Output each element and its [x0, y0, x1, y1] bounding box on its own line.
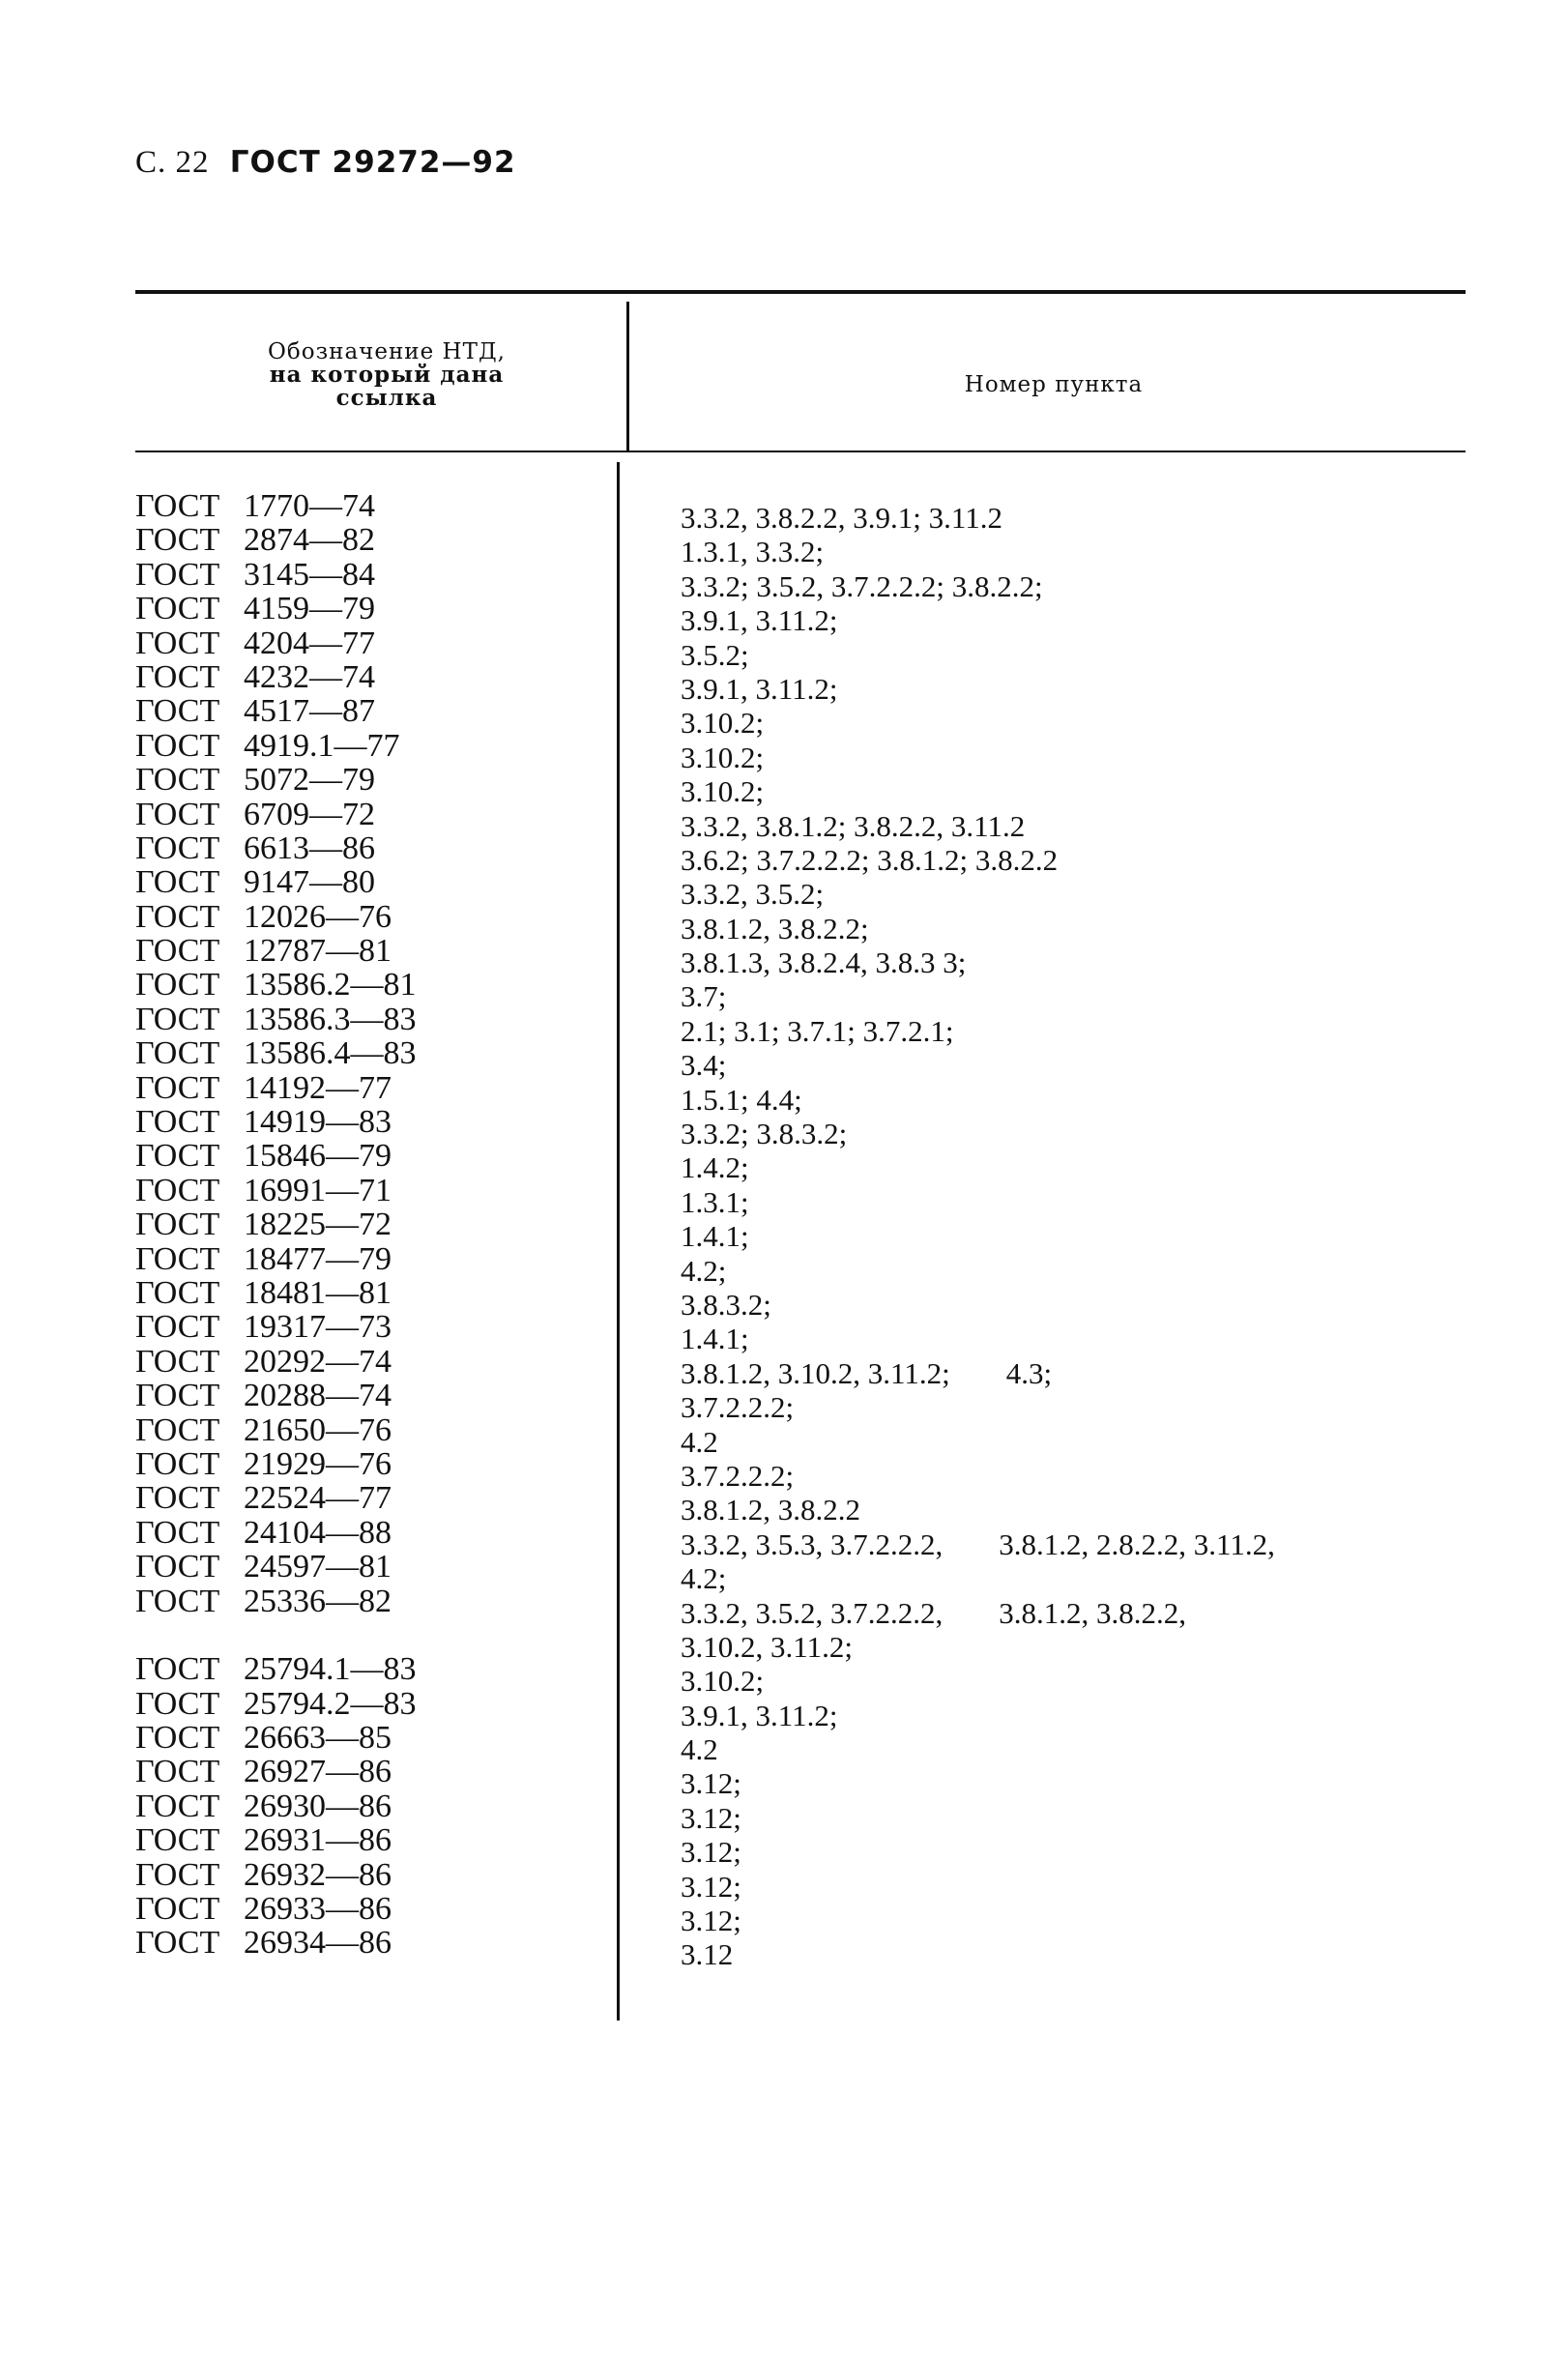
clause-reference: 3.7.2.2.2;: [681, 1458, 795, 1493]
document-prefix: ГОСТ: [135, 727, 220, 764]
document-number: 21650—76: [244, 1411, 392, 1448]
table-row-document: [135, 1652, 417, 1686]
clause-reference: 3.8.1.3, 3.8.2.4, 3.8.3 3;: [681, 945, 967, 980]
clause-reference-extra: 3.8.1.2, 2.8.2.2, 3.11.2,: [999, 1526, 1275, 1561]
table-row-clause: [681, 1459, 1275, 1493]
table-row-document: [135, 968, 417, 1002]
document-number: 6709—72: [244, 796, 375, 832]
table-row-clause: [681, 809, 1275, 843]
document-number: 26927—86: [244, 1754, 392, 1790]
clause-reference: 3.12;: [681, 1904, 741, 1938]
table-row-clause: [681, 1904, 1275, 1937]
document-number: 18477—79: [244, 1240, 392, 1277]
page-header: [135, 145, 516, 181]
document-prefix: ГОСТ: [135, 488, 220, 524]
document-prefix: ГОСТ: [135, 1514, 220, 1551]
clause-reference: 3.12;: [681, 1869, 741, 1904]
document-number: 12787—81: [244, 933, 392, 970]
document-prefix: ГОСТ: [135, 1240, 220, 1277]
document-prefix: ГОСТ: [135, 967, 220, 1003]
document-prefix: ГОСТ: [135, 864, 220, 901]
clause-reference: 3.7.2.2.2;: [681, 1390, 795, 1425]
table-row-document: [135, 729, 417, 763]
document-prefix: ГОСТ: [135, 1343, 220, 1380]
table-row-document: [135, 1721, 417, 1755]
clause-reference: 3.3.2, 3.8.2.2, 3.9.1; 3.11.2: [681, 501, 1002, 535]
table-row-document: [135, 489, 417, 523]
table-row-clause: [681, 877, 1275, 911]
table-row-clause: [681, 501, 1275, 535]
document-number: 20292—74: [244, 1343, 392, 1380]
document-prefix: ГОСТ: [135, 658, 220, 695]
clause-reference: 1.4.2;: [681, 1150, 749, 1185]
table-row-document: [135, 1892, 417, 1926]
table-row-clause: [681, 1766, 1275, 1800]
table-row-document: [135, 1345, 417, 1379]
page-number: С. 22: [135, 145, 210, 180]
document-prefix: ГОСТ: [135, 1411, 220, 1448]
table-row-document: [135, 1516, 417, 1550]
clause-reference-extra: 3.8.1.2, 3.8.2.2,: [999, 1595, 1186, 1630]
document-prefix: ГОСТ: [135, 1891, 220, 1928]
document-number: 15846—79: [244, 1138, 392, 1175]
document-number: 13586.4—83: [244, 1035, 417, 1072]
table-row-document: [135, 1310, 417, 1344]
table-row-clause: [681, 774, 1275, 808]
clause-reference: 3.9.1, 3.11.2;: [681, 671, 838, 706]
column-header-document-line: Обозначение НТД,: [268, 339, 506, 364]
document-prefix: ГОСТ: [135, 1754, 220, 1790]
document-number: 6613—86: [244, 829, 375, 866]
clause-reference-extra: 4.3;: [1005, 1355, 1053, 1390]
clause-reference: 1.4.1;: [681, 1322, 749, 1356]
clause-reference: 3.3.2; 3.8.3.2;: [681, 1117, 848, 1151]
document-number: 26930—86: [244, 1788, 392, 1824]
document-prefix: ГОСТ: [135, 1856, 220, 1893]
table-row-clause: [681, 1835, 1275, 1869]
table-column-divider: [617, 462, 620, 2021]
document-number: 25794.2—83: [244, 1685, 417, 1722]
table-row-document: [135, 1036, 417, 1070]
table-row-document: [135, 592, 417, 625]
clause-reference: 4.2;: [681, 1253, 727, 1288]
document-number: 13586.3—83: [244, 1001, 417, 1037]
document-number: 14192—77: [244, 1069, 392, 1106]
table-row-document: [135, 1858, 417, 1892]
document-prefix: ГОСТ: [135, 1207, 220, 1243]
table-row-clause: [681, 1083, 1275, 1117]
document-number: 2874—82: [244, 522, 375, 559]
table-row-clause: [681, 1150, 1275, 1184]
table-row-document: [135, 1071, 417, 1105]
table-row-clause: [681, 1048, 1275, 1082]
table-row-document: [135, 1447, 417, 1481]
document-prefix: ГОСТ: [135, 1069, 220, 1106]
document-prefix: ГОСТ: [135, 1651, 220, 1688]
document-prefix: ГОСТ: [135, 1172, 220, 1208]
document-prefix: ГОСТ: [135, 1925, 220, 1962]
column-header-document-line: ссылка: [335, 385, 438, 411]
table-row-document: [135, 1003, 417, 1036]
table-row-document: [135, 1481, 417, 1515]
clause-reference: 4.2: [681, 1732, 718, 1767]
clause-reference: 3.5.2;: [681, 637, 749, 672]
clause-reference: 3.10.2;: [681, 774, 765, 809]
table-row-clause: [681, 1425, 1275, 1459]
document-number: 25794.1—83: [244, 1651, 417, 1688]
clause-reference: 4.2;: [681, 1561, 727, 1596]
table-row-document: [135, 1174, 417, 1207]
clause-reference: 3.12;: [681, 1766, 741, 1801]
clause-reference: 3.9.1, 3.11.2;: [681, 1698, 838, 1732]
table-row-document: [135, 558, 417, 592]
table-row-clause: [681, 569, 1275, 603]
document-number: 14919—83: [244, 1104, 392, 1141]
standard-title: ГОСТ 29272—92: [229, 145, 516, 180]
document-prefix: ГОСТ: [135, 933, 220, 970]
document-number: 26932—86: [244, 1856, 392, 1893]
clause-reference: 3.3.2; 3.5.2, 3.7.2.2.2; 3.8.2.2;: [681, 568, 1043, 603]
table-row-clause: [681, 945, 1275, 979]
document-number: 26934—86: [244, 1925, 392, 1962]
table-row-clause: [681, 1937, 1275, 1971]
table-row-clause: [681, 1699, 1275, 1732]
clause-reference: 3.10.2;: [681, 1664, 765, 1699]
clause-reference: 3.10.2;: [681, 740, 765, 774]
document-number: 21929—76: [244, 1445, 392, 1482]
clause-reference: 2.1; 3.1; 3.7.1; 3.7.2.1;: [681, 1013, 954, 1048]
document-prefix: ГОСТ: [135, 693, 220, 730]
document-number: 25336—82: [244, 1583, 392, 1619]
table-row-document: [135, 1413, 417, 1447]
document-prefix: ГОСТ: [135, 1378, 220, 1414]
document-prefix: ГОСТ: [135, 762, 220, 799]
document-number: 24597—81: [244, 1549, 392, 1585]
clause-reference: 3.10.2;: [681, 706, 765, 741]
document-number: 4159—79: [244, 591, 375, 627]
table-row-document: [135, 1139, 417, 1173]
table-row-clause: [681, 1219, 1275, 1253]
table-row-clause: [681, 741, 1275, 774]
document-prefix: ГОСТ: [135, 1035, 220, 1072]
clause-reference: 1.3.1;: [681, 1184, 749, 1219]
document-number: 1770—74: [244, 488, 375, 524]
document-prefix: ГОСТ: [135, 1445, 220, 1482]
document-prefix: ГОСТ: [135, 829, 220, 866]
table-row-clause: [681, 638, 1275, 672]
table-row-clause: [681, 1870, 1275, 1904]
table-row-document: [135, 523, 417, 557]
table-header-divider: [626, 302, 629, 452]
clause-reference: 3.8.1.2, 3.8.2.2;: [681, 911, 869, 945]
document-number: 24104—88: [244, 1514, 392, 1551]
clause-reference: 1.4.1;: [681, 1219, 749, 1254]
table-row-clause: [681, 1596, 1275, 1630]
table-row-document: [135, 1379, 417, 1412]
table-row-clause: [681, 535, 1275, 568]
table-row-clause: [681, 603, 1275, 637]
table-row-clause: [681, 979, 1275, 1013]
document-prefix: ГОСТ: [135, 1001, 220, 1037]
table-row-document: [135, 831, 417, 865]
document-prefix: ГОСТ: [135, 625, 220, 661]
document-number: 4517—87: [244, 693, 375, 730]
document-prefix: ГОСТ: [135, 1788, 220, 1824]
document-prefix: ГОСТ: [135, 796, 220, 832]
table-row-clause: [681, 1390, 1275, 1424]
document-prefix: ГОСТ: [135, 1685, 220, 1722]
table-row-clause: [681, 1493, 1275, 1526]
table-row-document: [135, 1207, 417, 1241]
document-prefix: ГОСТ: [135, 556, 220, 593]
table-row-document: [135, 1242, 417, 1276]
document-prefix: ГОСТ: [135, 1583, 220, 1619]
document-number: 18225—72: [244, 1207, 392, 1243]
table-row-document: [135, 1550, 417, 1584]
clause-reference: 3.7;: [681, 979, 727, 1014]
document-number: 9147—80: [244, 864, 375, 901]
table-row-clause: [681, 1254, 1275, 1288]
clause-reference: 3.12;: [681, 1835, 741, 1870]
clause-reference: 4.2: [681, 1424, 718, 1459]
document-prefix: ГОСТ: [135, 1480, 220, 1517]
document-number: 4232—74: [244, 658, 375, 695]
clause-reference: 1.3.1, 3.3.2;: [681, 535, 825, 569]
table-row-document: [135, 1585, 417, 1618]
clause-reference: 3.12;: [681, 1800, 741, 1835]
clause-reference: 3.8.1.2, 3.10.2, 3.11.2;: [681, 1355, 950, 1390]
document-number: 22524—77: [244, 1480, 392, 1517]
table-row-clause: [681, 1014, 1275, 1048]
document-prefix: ГОСТ: [135, 898, 220, 935]
table-row-document: [135, 1789, 417, 1823]
document-number: 19317—73: [244, 1309, 392, 1346]
table-row-document: [135, 934, 417, 968]
table-row-clause: [681, 1664, 1275, 1698]
table-row-clause: [681, 1322, 1275, 1355]
document-prefix: ГОСТ: [135, 591, 220, 627]
table-row-clause: [681, 843, 1275, 877]
column-header-document: [184, 340, 590, 410]
document-prefix: ГОСТ: [135, 1104, 220, 1141]
clause-reference: 3.6.2; 3.7.2.2.2; 3.8.1.2; 3.8.2.2: [681, 842, 1059, 877]
document-number: 26663—85: [244, 1720, 392, 1757]
table-row-document: [135, 626, 417, 660]
document-number: 4204—77: [244, 625, 375, 661]
table-row-document: [135, 1755, 417, 1788]
table-row-document: [135, 694, 417, 728]
table-row-document: [135, 1687, 417, 1721]
clause-column: [681, 501, 1275, 1972]
table-row-document: [135, 660, 417, 694]
clause-reference: 1.5.1; 4.4;: [681, 1082, 802, 1117]
table-row-document: [135, 1926, 417, 1960]
column-header-document-line: на который дана: [269, 362, 505, 388]
clause-reference: 3.3.2, 3.8.1.2; 3.8.2.2, 3.11.2: [681, 808, 1026, 843]
clause-reference: 3.10.2, 3.11.2;: [681, 1629, 853, 1664]
document-number: 26931—86: [244, 1822, 392, 1859]
clause-reference: 3.12: [681, 1937, 734, 1972]
table-row-document: [135, 1276, 417, 1310]
document-number: 18481—81: [244, 1274, 392, 1311]
clause-reference: 3.3.2, 3.5.2, 3.7.2.2.2,: [681, 1595, 944, 1630]
document-number: 26933—86: [244, 1891, 392, 1928]
table-header-bottom-rule: [135, 451, 1466, 452]
document-prefix: ГОСТ: [135, 1549, 220, 1585]
table-row-clause: [681, 1356, 1275, 1390]
table-row-clause: [681, 1185, 1275, 1219]
table-row-clause: [681, 706, 1275, 740]
document-number: 12026—76: [244, 898, 392, 935]
table-row-document: [135, 763, 417, 797]
document-column: [135, 489, 417, 1961]
table-row-clause: [681, 1630, 1275, 1664]
table-row-document: [135, 865, 417, 899]
column-header-clause: Номер пункта: [964, 372, 1144, 397]
document-prefix: ГОСТ: [135, 1138, 220, 1175]
document-number: 3145—84: [244, 556, 375, 593]
document-number: 4919.1—77: [244, 727, 400, 764]
clause-reference: 3.9.1, 3.11.2;: [681, 603, 838, 638]
table-row-document: [135, 900, 417, 934]
table-row-document: [135, 1823, 417, 1857]
table-row-clause: [681, 1732, 1275, 1766]
table-row-clause: [681, 1527, 1275, 1561]
table-row-document: [135, 1105, 417, 1139]
clause-reference: 3.3.2, 3.5.2;: [681, 877, 825, 912]
table-row-clause: [681, 1117, 1275, 1150]
table-row-clause: [681, 1801, 1275, 1835]
clause-reference: 3.8.1.2, 3.8.2.2: [681, 1493, 860, 1527]
document-number: 20288—74: [244, 1378, 392, 1414]
document-number: 5072—79: [244, 762, 375, 799]
clause-reference: 3.4;: [681, 1048, 727, 1083]
clause-reference: 3.3.2, 3.5.3, 3.7.2.2.2,: [681, 1526, 944, 1561]
table-row-clause: [681, 1288, 1275, 1322]
table-row-clause: [681, 912, 1275, 945]
table-top-rule: [135, 290, 1466, 294]
document-prefix: ГОСТ: [135, 1720, 220, 1757]
document-prefix: ГОСТ: [135, 522, 220, 559]
document-prefix: ГОСТ: [135, 1822, 220, 1859]
table-row-document: [135, 798, 417, 831]
document-prefix: ГОСТ: [135, 1274, 220, 1311]
document-number: 16991—71: [244, 1172, 392, 1208]
table-row-clause: [681, 672, 1275, 706]
table-row-clause: [681, 1561, 1275, 1595]
document-prefix: ГОСТ: [135, 1309, 220, 1346]
document-number: 13586.2—81: [244, 967, 417, 1003]
clause-reference: 3.8.3.2;: [681, 1287, 771, 1322]
